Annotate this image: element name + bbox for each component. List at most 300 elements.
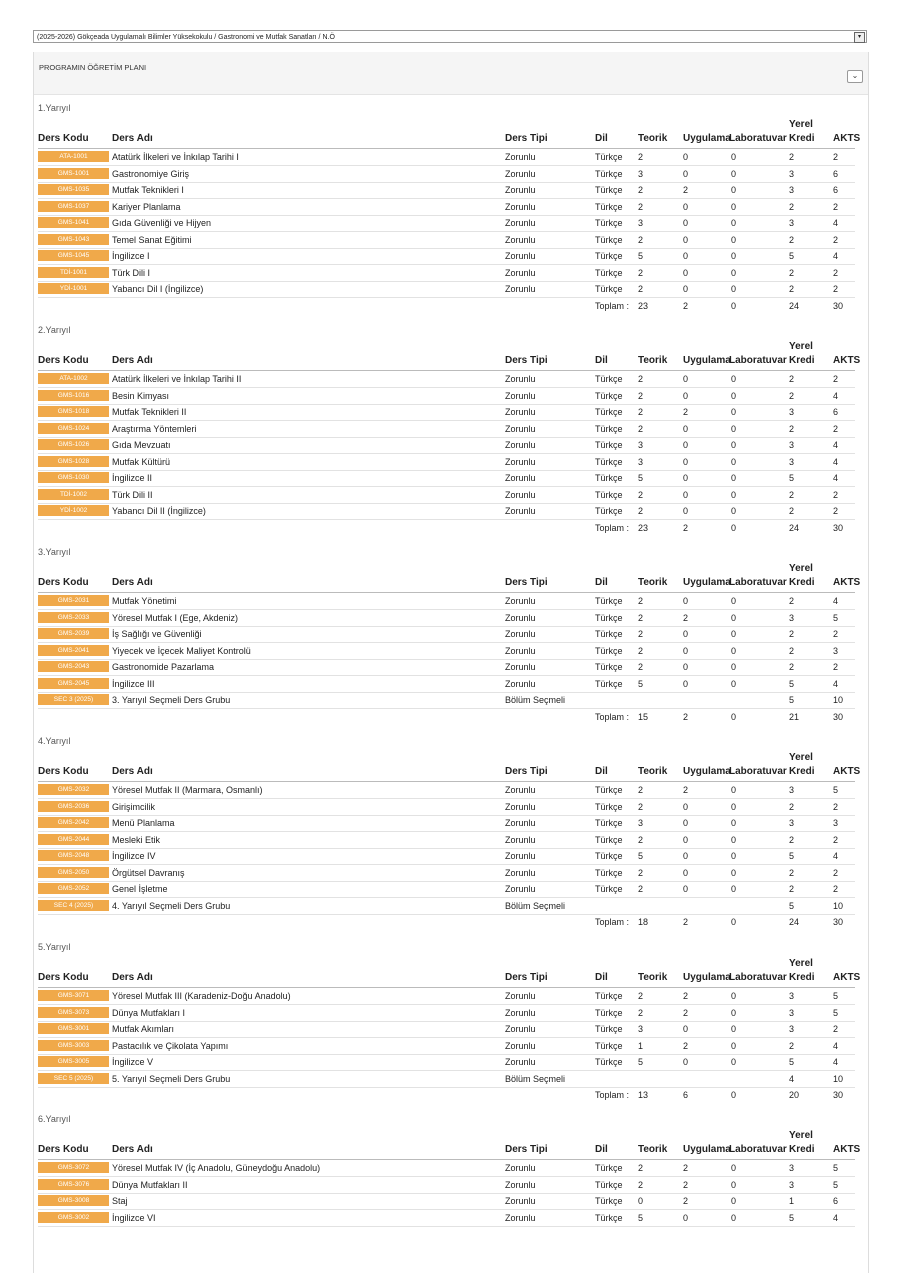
course-code-badge[interactable]: GMS-2042 [38,817,109,828]
header-yerel: Yerel [789,1130,813,1141]
course-name[interactable]: Yöresel Mutfak III (Karadeniz-Doğu Anadolu) [112,991,291,1001]
course-akts: 10 [833,695,844,705]
program-select-value: (2025-2026) Gökçeada Uygulamalı Bilimler Yüksekokulu / Gastronomi ve Mutfak Sanatları / N.Ö [37,34,335,41]
course-name[interactable]: Türk Dili I [112,267,150,278]
course-teorik: 2 [638,834,644,845]
header-akts: AKTS [833,133,861,144]
total-uygulama: 6 [683,1090,689,1100]
course-akts: 3 [833,645,839,656]
course-lang: Türkçe [595,834,623,845]
course-name[interactable]: 3. Yarıyıl Seçmeli Ders Grubu [112,695,231,705]
course-lab: 0 [731,456,737,467]
course-name[interactable]: Genel İşletme [112,884,168,894]
course-lab: 0 [731,489,737,500]
course-akts: 5 [833,991,839,1001]
course-kredi: 2 [789,645,795,656]
course-kredi: 3 [789,785,795,795]
header-lang: Dil [595,972,608,983]
course-uygulama: 2 [683,612,689,623]
course-akts: 2 [833,374,839,384]
course-lang: Türkçe [595,1057,623,1067]
course-type: Zorunlu [505,1196,536,1206]
course-teorik: 2 [638,645,644,656]
course-name[interactable]: Mutfak Teknikleri II [112,407,187,417]
table-row [38,799,855,816]
course-name[interactable]: Örgütsel Davranış [112,867,185,878]
course-type: Zorunlu [505,390,536,401]
course-name[interactable]: Mutfak Akımları [112,1024,175,1034]
course-uygulama: 0 [683,374,689,384]
table-row [38,1193,855,1210]
course-kredi: 3 [789,218,795,228]
course-lang: Türkçe [595,678,623,689]
course-kredi: 3 [789,456,795,467]
course-kredi: 2 [789,267,795,278]
course-uygulama: 0 [683,152,689,162]
total-label: Toplam : [595,711,630,722]
course-code-badge[interactable]: GMS-2031 [38,595,109,606]
header-type: Ders Tipi [505,577,548,588]
course-code-badge[interactable]: GMS-1045 [38,250,109,261]
table-row [38,881,855,898]
course-kredi: 3 [789,1179,795,1190]
course-name[interactable]: Menü Planlama [112,818,175,828]
course-name[interactable]: İngilizce V [112,1057,154,1067]
chevron-down-icon[interactable]: ⌄ [847,70,863,83]
course-code-badge[interactable]: GMS-2041 [38,645,109,656]
course-lab: 0 [731,374,737,384]
course-lang: Türkçe [595,251,623,261]
total-akts: 30 [833,1090,844,1100]
semester-title: 6.Yarıyıl [38,1114,71,1124]
course-akts: 10 [833,1073,844,1084]
total-lab: 0 [731,917,737,927]
course-lang: Türkçe [595,991,623,1001]
course-name[interactable]: Yöresel Mutfak II (Marmara, Osmanlı) [112,785,263,795]
table-row [38,421,855,438]
course-code-badge[interactable]: GMS-3072 [38,1162,109,1173]
course-type: Zorunlu [505,456,536,467]
course-name[interactable]: 5. Yarıyıl Seçmeli Ders Grubu [112,1073,231,1084]
course-kredi: 3 [789,1007,795,1018]
header-code: Ders Kodu [38,766,89,777]
semester-title: 4.Yarıyıl [38,736,71,746]
course-name[interactable]: Türk Dili II [112,489,153,500]
course-lang: Türkçe [595,390,623,401]
course-lab: 0 [731,596,737,606]
semester-title: 5.Yarıyıl [38,942,71,952]
course-lab: 0 [731,218,737,228]
course-code-badge[interactable]: GMS-3001 [38,1023,109,1034]
course-name[interactable]: Gastronomiye Giriş [112,168,190,179]
course-code-badge[interactable]: GMS-1035 [38,184,109,195]
course-akts: 4 [833,1057,839,1067]
total-label: Toplam : [595,522,630,533]
course-type: Zorunlu [505,1007,536,1018]
course-name[interactable]: 4. Yarıyıl Seçmeli Ders Grubu [112,900,231,911]
course-type: Zorunlu [505,1163,536,1173]
course-uygulama: 2 [683,407,689,417]
course-uygulama: 0 [683,867,689,878]
course-uygulama: 0 [683,801,689,812]
course-code-badge[interactable]: GMS-2045 [38,678,109,689]
course-teorik: 2 [638,596,644,606]
course-type: Zorunlu [505,884,536,894]
course-code-badge[interactable]: GMS-2036 [38,801,109,812]
course-kredi: 1 [789,1196,795,1206]
total-row [38,298,855,314]
course-lang: Türkçe [595,1007,623,1018]
course-name[interactable]: Dünya Mutfakları II [112,1179,188,1190]
course-kredi: 3 [789,1163,795,1173]
course-type: Zorunlu [505,423,536,434]
course-lang: Türkçe [595,234,623,245]
course-uygulama: 0 [683,596,689,606]
table-row [38,610,855,627]
table-row [38,470,855,487]
table-row [38,1054,855,1071]
course-lang: Türkçe [595,645,623,656]
course-akts: 2 [833,423,839,434]
course-name[interactable]: Gastronomide Pazarlama [112,662,215,672]
header-lab: Laboratuvar [729,972,787,983]
course-code-badge[interactable]: GMS-2050 [38,867,109,878]
header-teorik: Teorik [638,766,668,777]
course-name[interactable]: Pastacılık ve Çikolata Yapımı [112,1040,229,1051]
course-name[interactable]: İş Sağlığı ve Güvenliği [112,629,202,639]
course-lab: 0 [731,267,737,278]
course-teorik: 5 [638,1057,644,1067]
course-akts: 2 [833,884,839,894]
course-code-badge[interactable]: GMS-1016 [38,390,109,401]
course-teorik: 2 [638,1007,644,1018]
panel-header [34,52,868,95]
course-kredi: 2 [789,152,795,162]
course-lang: Türkçe [595,1196,623,1206]
course-code-badge[interactable]: YDİ-1001 [38,283,109,294]
course-lang: Türkçe [595,456,623,467]
course-name[interactable]: Temel Sanat Eğitimi [112,234,192,245]
course-code-badge[interactable]: GMS-3003 [38,1040,109,1051]
course-uygulama: 0 [683,1057,689,1067]
course-uygulama: 0 [683,489,689,500]
total-kredi: 24 [789,522,800,533]
course-type: Zorunlu [505,1057,536,1067]
course-akts: 4 [833,1040,839,1051]
course-name[interactable]: İngilizce III [112,678,155,689]
course-type: Zorunlu [505,374,536,384]
course-type: Zorunlu [505,818,536,828]
course-lang: Türkçe [595,267,623,278]
course-akts: 5 [833,1163,839,1173]
course-akts: 6 [833,407,839,417]
course-code-badge[interactable]: GMS-3005 [38,1056,109,1067]
course-lab: 0 [731,473,737,483]
course-code-badge[interactable]: GMS-3071 [38,990,109,1001]
header-kredi: Kredi [789,133,815,144]
course-code-badge[interactable]: GMS-3002 [38,1212,109,1223]
header-type: Ders Tipi [505,355,548,366]
course-code-badge[interactable]: GMS-1024 [38,423,109,434]
course-code-badge[interactable]: GMS-2043 [38,661,109,672]
course-name[interactable]: Yiyecek ve İçecek Maliyet Kontrolü [112,645,251,656]
header-teorik: Teorik [638,355,668,366]
course-lang: Türkçe [595,152,623,162]
header-uygulama: Uygulama [683,577,731,588]
course-name[interactable]: Yabancı Dil I (İngilizce) [112,284,204,294]
course-teorik: 2 [638,185,644,195]
course-teorik: 2 [638,267,644,278]
course-teorik: 2 [638,884,644,894]
course-name[interactable]: Mutfak Kültürü [112,456,171,467]
course-akts: 3 [833,818,839,828]
course-uygulama: 0 [683,440,689,450]
course-akts: 4 [833,390,839,401]
course-name[interactable]: Kariyer Planlama [112,201,181,212]
header-name: Ders Adı [112,1144,153,1155]
course-name[interactable]: İngilizce II [112,473,153,483]
course-akts: 4 [833,218,839,228]
course-name[interactable]: Staj [112,1196,128,1206]
course-code-badge[interactable]: GMS-3073 [38,1007,109,1018]
course-teorik: 5 [638,473,644,483]
course-kredi: 4 [789,1073,795,1084]
header-lab: Laboratuvar [729,1144,787,1155]
course-code-badge[interactable]: GMS-2052 [38,883,109,894]
course-kredi: 3 [789,407,795,417]
course-kredi: 3 [789,440,795,450]
course-type: Zorunlu [505,185,536,195]
course-uygulama: 0 [683,678,689,689]
header-code: Ders Kodu [38,972,89,983]
course-uygulama: 0 [683,506,689,516]
select-arrow-icon[interactable]: ▾ [854,32,865,43]
course-lang: Türkçe [595,662,623,672]
course-type: Bölüm Seçmeli [505,900,566,911]
course-type: Zorunlu [505,440,536,450]
course-name[interactable]: Yöresel Mutfak IV (İç Anadolu, Güneydoğu Anadolu) [112,1163,321,1173]
table-row [38,1177,855,1194]
table-row [38,232,855,249]
total-lab: 0 [731,1090,737,1100]
table-row [38,388,855,405]
course-lab: 0 [731,234,737,245]
semester-title: 2.Yarıyıl [38,325,71,335]
course-teorik: 2 [638,374,644,384]
course-uygulama: 0 [683,818,689,828]
course-lab: 0 [731,785,737,795]
course-akts: 10 [833,900,844,911]
course-lang: Türkçe [595,168,623,179]
course-name[interactable]: Yöresel Mutfak I (Ege, Akdeniz) [112,612,239,623]
course-kredi: 2 [789,801,795,812]
course-kredi: 2 [789,201,795,212]
header-teorik: Teorik [638,1144,668,1155]
course-code-badge[interactable]: GMS-1026 [38,439,109,450]
course-code-badge[interactable]: GMS-2039 [38,628,109,639]
course-name[interactable]: Dünya Mutfakları I [112,1007,186,1018]
table-row [38,643,855,660]
table-row [38,865,855,882]
course-lang: Türkçe [595,440,623,450]
course-kredi: 2 [789,423,795,434]
course-code-badge[interactable]: TDİ-1002 [38,489,109,500]
course-kredi: 2 [789,662,795,672]
course-akts: 6 [833,168,839,179]
course-code-badge[interactable]: GMS-1018 [38,406,109,417]
course-code-badge[interactable]: GMS-2032 [38,784,109,795]
course-code-badge[interactable]: YDİ-1002 [38,505,109,516]
course-teorik: 2 [638,506,644,516]
course-uygulama: 0 [683,851,689,861]
course-lab: 0 [731,201,737,212]
course-kredi: 2 [789,489,795,500]
course-akts: 2 [833,1024,839,1034]
table-row [38,782,855,799]
course-code-badge[interactable]: ATA-1001 [38,151,109,162]
course-code-badge[interactable]: GMS-1037 [38,201,109,212]
course-lang: Türkçe [595,801,623,812]
course-name[interactable]: Gıda Mevzuatı [112,440,171,450]
course-kredi: 2 [789,867,795,878]
table-row [38,149,855,166]
course-uygulama: 0 [683,284,689,294]
course-teorik: 2 [638,867,644,878]
total-teorik: 18 [638,917,649,927]
course-lab: 0 [731,851,737,861]
course-code-badge[interactable]: GMS-2033 [38,612,109,623]
course-name[interactable]: Besin Kimyası [112,390,170,401]
course-lab: 0 [731,884,737,894]
course-teorik: 2 [638,407,644,417]
course-lab: 0 [731,407,737,417]
header-kredi: Kredi [789,972,815,983]
course-code-badge[interactable]: ATA-1002 [38,373,109,384]
course-name[interactable]: Mutfak Yönetimi [112,596,177,606]
course-code-badge[interactable]: GMS-1028 [38,456,109,467]
course-lang: Türkçe [595,1024,623,1034]
course-type: Zorunlu [505,234,536,245]
course-lab: 0 [731,1007,737,1018]
course-teorik: 3 [638,456,644,467]
course-name[interactable]: İngilizce IV [112,851,156,861]
table-row [38,487,855,504]
total-lab: 0 [731,300,737,311]
total-teorik: 13 [638,1090,649,1100]
course-lab: 0 [731,867,737,878]
header-name: Ders Adı [112,133,153,144]
total-label: Toplam : [595,917,630,927]
header-type: Ders Tipi [505,1144,548,1155]
course-code-badge[interactable]: GMS-1043 [38,234,109,245]
course-lab: 0 [731,801,737,812]
course-lab: 0 [731,506,737,516]
course-kredi: 3 [789,168,795,179]
course-lang: Türkçe [595,201,623,212]
course-name[interactable]: Gıda Güvenliği ve Hijyen [112,218,212,228]
course-kredi: 5 [789,1057,795,1067]
course-code-badge[interactable]: SEC 5 (2025) [38,1073,109,1084]
course-akts: 5 [833,612,839,623]
course-code-badge[interactable]: GMS-3008 [38,1195,109,1206]
course-name[interactable]: Yabancı Dil II (İngilizce) [112,506,206,516]
course-kredi: 3 [789,1024,795,1034]
course-uygulama: 0 [683,218,689,228]
panel-title: PROGRAMIN ÖĞRETİM PLANI [39,63,147,72]
course-name[interactable]: Atatürk İlkeleri ve İnkılap Tarihi I [112,152,239,162]
course-uygulama: 2 [683,185,689,195]
course-type: Zorunlu [505,473,536,483]
course-code-badge[interactable]: GMS-3076 [38,1179,109,1190]
course-code-badge[interactable]: GMS-2048 [38,850,109,861]
course-lang: Türkçe [595,423,623,434]
header-akts: AKTS [833,1144,861,1155]
course-type: Zorunlu [505,489,536,500]
course-name[interactable]: Girişimcilik [112,801,155,812]
course-type: Bölüm Seçmeli [505,1073,566,1084]
table-header [38,117,861,151]
course-name[interactable]: Araştırma Yöntemleri [112,423,197,434]
course-akts: 2 [833,267,839,278]
course-lang: Türkçe [595,506,623,516]
course-uygulama: 0 [683,834,689,845]
total-akts: 30 [833,917,844,927]
total-kredi: 21 [789,711,800,722]
course-kredi: 2 [789,629,795,639]
header-code: Ders Kodu [38,133,89,144]
table-row [38,832,855,849]
course-type: Zorunlu [505,867,536,878]
table-row [38,593,855,610]
program-select[interactable] [33,30,867,43]
course-name[interactable]: Mesleki Etik [112,834,161,845]
course-code-badge[interactable]: GMS-1001 [38,168,109,179]
course-name[interactable]: Mutfak Teknikleri I [112,185,184,195]
course-code-badge[interactable]: GMS-1041 [38,217,109,228]
course-code-badge[interactable]: GMS-2044 [38,834,109,845]
course-teorik: 2 [638,629,644,639]
course-code-badge[interactable]: SEC 3 (2025) [38,694,109,705]
course-name[interactable]: İngilizce VI [112,1212,156,1223]
header-teorik: Teorik [638,577,668,588]
course-teorik: 2 [638,423,644,434]
course-name[interactable]: İngilizce I [112,251,150,261]
course-kredi: 2 [789,884,795,894]
course-type: Zorunlu [505,596,536,606]
total-uygulama: 2 [683,522,689,533]
table-row [38,1160,855,1177]
course-teorik: 2 [638,234,644,245]
header-type: Ders Tipi [505,766,548,777]
course-lang: Türkçe [595,1179,623,1190]
table-row [38,281,855,298]
course-kredi: 2 [789,1040,795,1051]
table-row [38,1038,855,1055]
course-uygulama: 0 [683,456,689,467]
course-akts: 6 [833,1196,839,1206]
course-code-badge[interactable]: TDİ-1001 [38,267,109,278]
table-header [38,339,861,373]
course-name[interactable]: Atatürk İlkeleri ve İnkılap Tarihi II [112,374,242,384]
course-akts: 4 [833,251,839,261]
course-code-badge[interactable]: SEC 4 (2025) [38,900,109,911]
course-type: Zorunlu [505,201,536,212]
table-header [38,1128,861,1162]
course-teorik: 2 [638,489,644,500]
course-code-badge[interactable]: GMS-1030 [38,472,109,483]
table-row [38,988,855,1005]
table-header [38,561,861,595]
